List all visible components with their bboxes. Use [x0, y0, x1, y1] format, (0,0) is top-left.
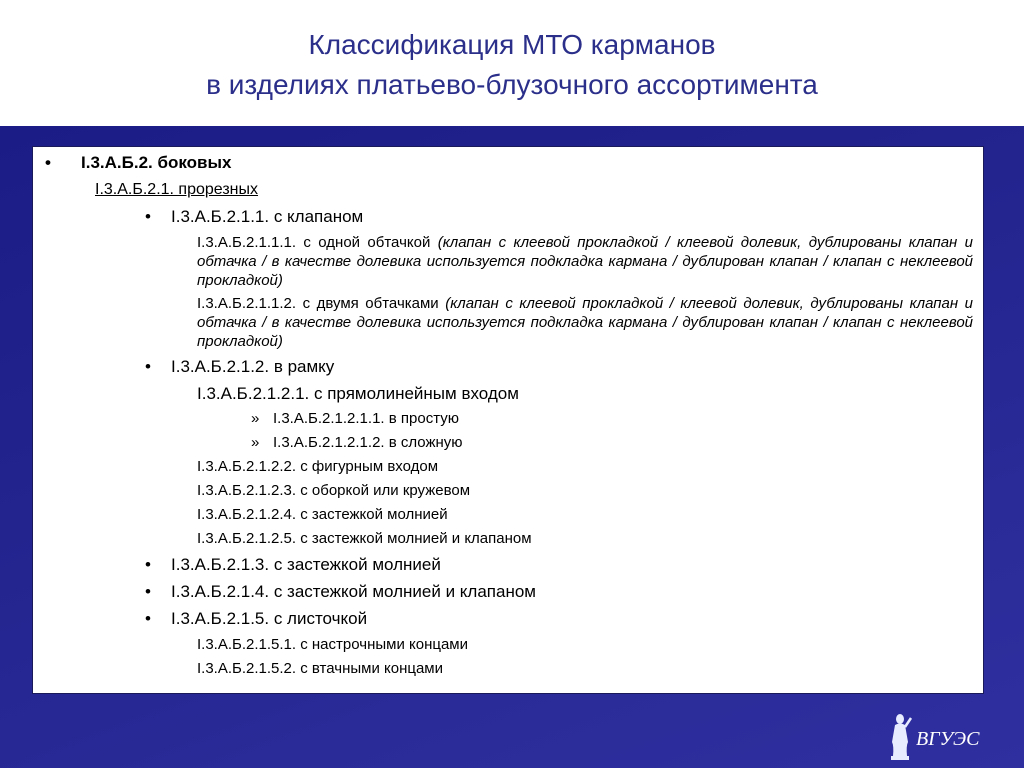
content-panel [32, 146, 984, 694]
bullet-icon: • [45, 153, 51, 172]
paragraph-note: (клапан с клеевой прокладкой / клеевой долевик, дублированы клапан и обтачка / в качестве долевика используется подкладка кармана / дублирован клапан / клапан с неклеевой прокладкой) [197, 234, 974, 289]
slide-title-line-1: Классификация МТО карманов [308, 29, 716, 60]
outline-item-l3: I.3.А.Б.2.1.4. с застежкой молнией и клапаном [171, 582, 536, 601]
outline-item-l3: I.3.А.Б.2.1.2. в рамку [171, 357, 335, 376]
outline-item-l4: I.3.А.Б.2.1.2.4. с застежкой молнией [197, 506, 448, 523]
outline-item-l5: I.3.А.Б.2.1.2.1.1. в простую [273, 410, 459, 427]
chevron-bullet-icon: » [251, 410, 260, 427]
slide-title-line-2: в изделиях платьево-блузочного ассортимента [206, 69, 818, 100]
paragraph-code: I.3.А.Б.2.1.1.1. с одной обтачкой [197, 234, 431, 251]
outline-item-l4: I.3.А.Б.2.1.2.5. с застежкой молнией и клапаном [197, 530, 532, 547]
paragraph-note: (клапан с клеевой прокладкой / клеевой долевик, дублированы клапан и обтачка / в качестве долевика используется подкладка кармана / дублирован клапан / клапан с неклеевой прокладкой) [197, 295, 974, 350]
outline-item-l4: I.3.А.Б.2.1.2.3. с оборкой или кружевом [197, 482, 471, 499]
outline-item-l1: I.3.А.Б.2. боковых [81, 153, 232, 172]
bullet-icon: • [145, 357, 151, 376]
outline-paragraph-1 [197, 233, 973, 290]
logo-text: ВГУЭС [916, 728, 980, 750]
bullet-icon: • [145, 582, 151, 601]
outline-item-l3: I.3.А.Б.2.1.5. с листочкой [171, 609, 368, 628]
logo [886, 712, 1006, 762]
bullet-icon: • [145, 555, 151, 574]
chevron-bullet-icon: » [251, 434, 260, 451]
title-area [0, 0, 1024, 126]
statue-figure-icon [886, 712, 914, 762]
outline-item-l5: I.3.А.Б.2.1.2.1.2. в сложную [273, 434, 463, 451]
outline-item-l3: I.3.А.Б.2.1.1. с клапаном [171, 207, 364, 226]
outline-item-l2: I.3.А.Б.2.1. прорезных [95, 181, 259, 198]
bullet-icon: • [145, 207, 151, 226]
outline-item-l4: I.3.А.Б.2.1.5.2. с втачными концами [197, 660, 443, 677]
outline-item-l4: I.3.А.Б.2.1.5.1. с настрочными концами [197, 636, 468, 653]
outline-paragraph-2 [197, 294, 973, 351]
paragraph-code: I.3.А.Б.2.1.1.2. с двумя обтачками [197, 295, 439, 312]
outline-item-l3: I.3.А.Б.2.1.3. с застежкой молнией [171, 555, 441, 574]
bullet-icon: • [145, 609, 151, 628]
outline-item-l4: I.3.А.Б.2.1.2.2. с фигурным входом [197, 458, 439, 475]
outline-item-l4: I.3.А.Б.2.1.2.1. с прямолинейным входом [197, 384, 519, 403]
